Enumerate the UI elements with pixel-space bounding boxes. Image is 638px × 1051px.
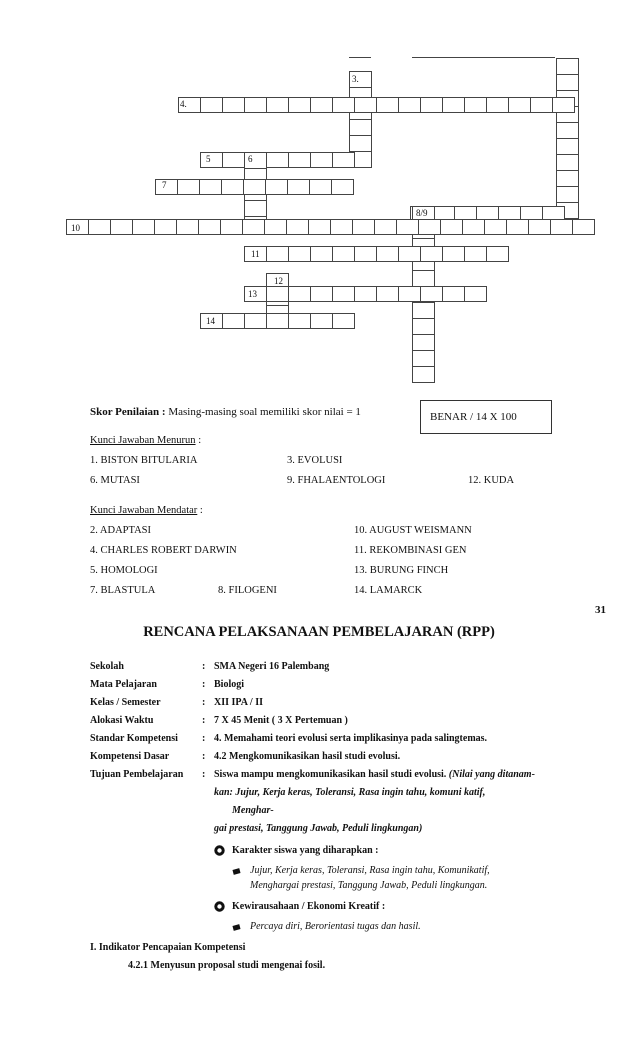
crossword-cell[interactable] [88, 219, 111, 235]
crossword-cell[interactable] [354, 97, 377, 113]
tujuan-values-italic: kan: Jujur, Kerja keras, Toleransi, Rasa ingin tahu, komuni katif, [214, 787, 486, 798]
crossword-grid [0, 0, 638, 390]
crossword-cell[interactable] [556, 186, 579, 203]
rpp-value-tujuan: Siswa mampu mengkomunikasikan hasil studi evolusi. [214, 769, 447, 780]
down-item: 12. KUDA [468, 475, 515, 486]
crossword-cell[interactable] [352, 219, 375, 235]
crossword-cell[interactable] [398, 97, 421, 113]
crossword-cell[interactable] [418, 219, 441, 235]
crossword-cell[interactable] [508, 97, 531, 113]
clue-number-11: 11 [251, 249, 260, 259]
crossword-cell[interactable] [154, 219, 177, 235]
crossword-cell[interactable] [288, 313, 311, 329]
crossword-cell[interactable] [420, 246, 443, 262]
across-heading-line [90, 505, 203, 516]
crossword-cell[interactable] [332, 246, 355, 262]
crossword-cell[interactable] [376, 246, 399, 262]
down-heading-line [90, 435, 201, 446]
across-item: 4. CHARLES ROBERT DARWIN [90, 545, 237, 556]
crossword-cell[interactable] [310, 97, 333, 113]
scoring-label: Skor Penilaian : [90, 406, 166, 418]
crossword-cell[interactable] [556, 122, 579, 139]
crossword-cell[interactable] [288, 97, 311, 113]
rpp-label-mapel: Mata Pelajaran [90, 679, 157, 690]
across-item: 11. REKOMBINASI GEN [354, 545, 467, 556]
crossword-cell[interactable] [420, 286, 443, 302]
tujuan-values-italic: Menghar- [232, 805, 274, 816]
crossword-cell[interactable] [464, 286, 487, 302]
crossword-cell[interactable] [200, 97, 223, 113]
score-formula-box: BENAR / 14 X 100 [420, 400, 552, 434]
crossword-cell[interactable] [198, 219, 221, 235]
crossword-cell[interactable] [287, 179, 310, 195]
down-heading: Kunci Jawaban Menurun [90, 435, 196, 446]
crossword-cell[interactable] [354, 246, 377, 262]
crossword-cell[interactable] [412, 318, 435, 335]
crossword-cell[interactable] [220, 219, 243, 235]
rpp-label-kelas: Kelas / Semester [90, 697, 161, 708]
rpp-value-alokasi: 7 X 45 Menit ( 3 X Pertemuan ) [214, 715, 348, 726]
down-item: 6. MUTASI [90, 475, 140, 486]
tujuan-values-italic: (Nilai yang ditanam- [448, 769, 535, 780]
across-colon: : [197, 505, 203, 516]
karakter-text: Menghargai prestasi, Tanggung Jawab, Peduli lingkungan. [250, 880, 488, 891]
crossword-cell[interactable] [286, 219, 309, 235]
crossword-cell[interactable] [464, 246, 487, 262]
crossword-cell[interactable] [349, 119, 372, 136]
crossword-cell[interactable] [550, 219, 573, 235]
across-item: 2. ADAPTASI [90, 525, 152, 536]
crossword-cell[interactable] [412, 350, 435, 367]
crossword-cell[interactable] [376, 286, 399, 302]
page-number: 31 [595, 604, 606, 616]
clue-number-10: 10 [71, 223, 80, 233]
rpp-value-sk: 4. Memahami teori evolusi serta implikasinya pada salingtemas. [214, 733, 488, 744]
crossword-cell[interactable] [484, 219, 507, 235]
crossword-cell[interactable] [412, 334, 435, 351]
crossword-cell[interactable] [462, 219, 485, 235]
crossword-cell[interactable] [464, 97, 487, 113]
rpp-label-tujuan: Tujuan Pembelajaran [90, 769, 184, 780]
crossword-cell[interactable] [330, 219, 353, 235]
rpp-label-alokasi: Alokasi Waktu [90, 715, 154, 726]
clue-number-8-9: 8/9 [416, 208, 428, 218]
down-item: 3. EVOLUSI [287, 455, 343, 466]
karakter-text: Jujur, Kerja keras, Toleransi, Rasa ingin tahu, Komunikatif, [250, 865, 490, 876]
rpp-colon: : [202, 715, 206, 726]
crossword-cell[interactable] [177, 179, 200, 195]
crossword-cell[interactable] [243, 179, 266, 195]
crossword-cell[interactable] [374, 219, 397, 235]
rpp-value-kelas: XII IPA / II [214, 697, 263, 708]
across-item: 8. FILOGENI [218, 585, 277, 596]
crossword-cell[interactable] [222, 152, 245, 168]
crossword-cell[interactable] [332, 286, 355, 302]
crossword-cell[interactable] [412, 302, 435, 319]
crossword-cell[interactable] [309, 179, 332, 195]
crossword-cell[interactable] [266, 246, 289, 262]
crossword-cell[interactable] [288, 246, 311, 262]
crossword-cell[interactable] [308, 219, 331, 235]
crossword-cell[interactable] [132, 219, 155, 235]
rpp-label-sekolah: Sekolah [90, 661, 124, 672]
crossword-cell[interactable] [354, 286, 377, 302]
crossword-cell[interactable] [266, 313, 289, 329]
rpp-tujuan-line [214, 769, 535, 780]
crossword-cell[interactable] [556, 170, 579, 187]
crossword-cell[interactable] [440, 219, 463, 235]
grid-line [412, 57, 555, 58]
crossword-cell[interactable] [486, 97, 509, 113]
rpp-value-mapel: Biologi [214, 679, 245, 690]
rpp-colon: : [202, 697, 206, 708]
section-indikator: I. Indikator Pencapaian Kompetensi [90, 942, 246, 953]
crossword-cell[interactable] [288, 286, 311, 302]
crossword-cell[interactable] [398, 286, 421, 302]
crossword-cell[interactable] [222, 97, 245, 113]
crossword-cell[interactable] [442, 286, 465, 302]
crossword-cell[interactable] [412, 366, 435, 383]
tujuan-values-italic: gai prestasi, Tanggung Jawab, Peduli lingkungan) [214, 823, 423, 834]
rpp-colon: : [202, 733, 206, 744]
crossword-cell[interactable] [349, 135, 372, 152]
crossword-cell[interactable] [310, 246, 333, 262]
crossword-cell[interactable] [242, 219, 265, 235]
crossword-cell[interactable] [412, 270, 435, 287]
scoring-line [90, 406, 361, 418]
rpp-label-sk: Standar Kompetensi [90, 733, 178, 744]
crossword-cell[interactable] [572, 219, 595, 235]
across-item: 13. BURUNG FINCH [354, 565, 449, 576]
kewira-bullet-icon [214, 901, 225, 915]
crossword-cell[interactable] [332, 313, 355, 329]
kewira-text: Percaya diri, Berorientasi tugas dan hasil. [250, 921, 421, 932]
crossword-cell[interactable] [332, 152, 355, 168]
clue-number-14: 14 [206, 316, 215, 326]
across-item: 5. HOMOLOGI [90, 565, 158, 576]
clue-number-7: 7 [162, 180, 167, 190]
rpp-label-kd: Kompetensi Dasar [90, 751, 170, 762]
crossword-cell[interactable] [244, 97, 267, 113]
crossword-cell[interactable] [266, 97, 289, 113]
clue-number-6: 6 [248, 154, 253, 164]
clue-number-13: 13 [248, 289, 257, 299]
across-item: 10. AUGUST WEISMANN [354, 525, 472, 536]
crossword-cell[interactable] [556, 138, 579, 155]
crossword-cell[interactable] [310, 313, 333, 329]
karakter-bullet-icon [214, 845, 225, 859]
rpp-colon: : [202, 769, 206, 780]
across-item: 14. LAMARCK [354, 585, 423, 596]
crossword-cell[interactable] [265, 179, 288, 195]
down-colon: : [195, 435, 202, 446]
clue-number-5: 5 [206, 154, 211, 164]
crossword-cell[interactable] [244, 200, 267, 217]
crossword-cell[interactable] [376, 97, 399, 113]
crossword-cell[interactable] [506, 219, 529, 235]
rpp-value-sekolah: SMA Negeri 16 Palembang [214, 661, 330, 672]
rpp-colon: : [202, 751, 206, 762]
kewira-heading: Kewirausahaan / Ekonomi Kreatif : [232, 901, 386, 912]
crossword-cell[interactable] [310, 286, 333, 302]
crossword-cell[interactable] [442, 97, 465, 113]
crossword-cell[interactable] [244, 313, 267, 329]
rpp-title: RENCANA PELAKSANAAN PEMBELAJARAN (RPP) [143, 624, 495, 640]
crossword-cell[interactable] [310, 152, 333, 168]
rpp-colon: : [202, 661, 206, 672]
crossword-cell[interactable] [331, 179, 354, 195]
crossword-cell[interactable] [556, 58, 579, 75]
crossword-cell[interactable] [556, 154, 579, 171]
crossword-cell[interactable] [398, 246, 421, 262]
clue-number-4: 4. [180, 99, 187, 109]
down-item: 9. FHALAENTOLOGI [287, 475, 386, 486]
indikator-item: 4.2.1 Menyusun proposal studi mengenai fosil. [128, 960, 326, 971]
crossword-cell[interactable] [530, 97, 553, 113]
crossword-cell[interactable] [110, 219, 133, 235]
crossword-cell[interactable] [420, 97, 443, 113]
crossword-cell[interactable] [222, 313, 245, 329]
down-item: 1. BISTON BITULARIA [90, 455, 198, 466]
crossword-cell[interactable] [332, 97, 355, 113]
crossword-cell[interactable] [552, 97, 575, 113]
scoring-text: Masing-masing soal memiliki skor nilai = 1 [165, 406, 361, 418]
crossword-cell[interactable] [266, 152, 289, 168]
square-bullet-icon [232, 867, 241, 879]
crossword-cell[interactable] [442, 246, 465, 262]
rpp-colon: : [202, 679, 206, 690]
crossword-cell[interactable] [266, 286, 289, 302]
crossword-cell[interactable] [486, 246, 509, 262]
karakter-heading: Karakter siswa yang diharapkan : [232, 845, 379, 856]
square-bullet-icon [232, 923, 241, 935]
crossword-cell[interactable] [556, 74, 579, 91]
crossword-cell[interactable] [528, 219, 551, 235]
rpp-value-kd: 4.2 Mengkomunikasikan hasil studi evolusi. [214, 751, 401, 762]
across-item: 7. BLASTULA [90, 585, 156, 596]
crossword-cell[interactable] [200, 152, 223, 168]
across-heading: Kunci Jawaban Mendatar [90, 505, 198, 516]
crossword-cell[interactable] [396, 219, 419, 235]
grid-line [349, 57, 371, 58]
clue-number-12: 12 [274, 276, 283, 286]
crossword-cell[interactable] [221, 179, 244, 195]
crossword-cell[interactable] [288, 152, 311, 168]
crossword-cell[interactable] [264, 219, 287, 235]
crossword-cell[interactable] [176, 219, 199, 235]
crossword-cell[interactable] [199, 179, 222, 195]
clue-number-3: 3. [352, 74, 359, 84]
